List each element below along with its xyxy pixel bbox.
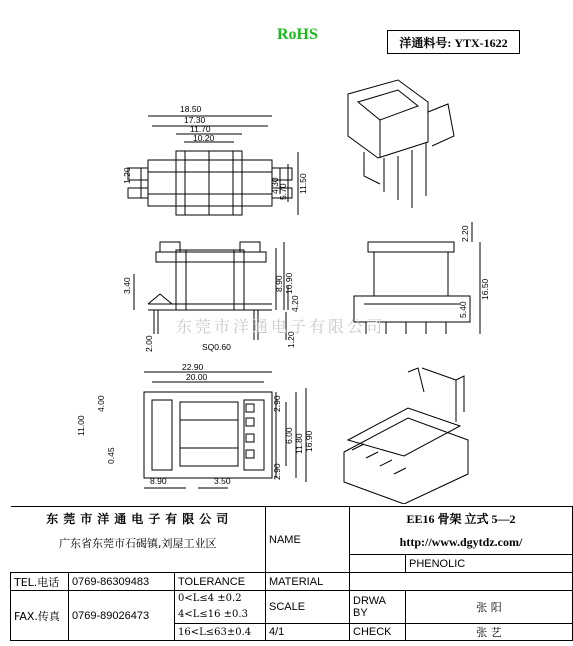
- dim-J: 10.90: [284, 272, 294, 294]
- scale-value: 4/1: [266, 624, 350, 641]
- dim-side-pin: 5.40: [458, 301, 468, 318]
- isometric-bottom-sketch: [344, 368, 468, 504]
- bottom-view-dims: [76, 362, 314, 486]
- dim-Y: 8.90: [150, 476, 167, 486]
- tel-label: TEL.电话: [11, 573, 69, 591]
- fax-label: FAX.传真: [11, 591, 69, 641]
- website: http://www.dgytdz.com/: [350, 531, 573, 555]
- company-address: 广东省东莞市石碣镇,刘屋工业区: [59, 536, 217, 550]
- tolerance-values: [175, 591, 266, 624]
- dim-L: 4.20: [290, 295, 300, 312]
- rohs-label: RoHS: [277, 26, 318, 43]
- check-label: CHECK: [350, 624, 406, 641]
- dim-K: 3.40: [122, 277, 132, 294]
- drawn-by-label: DRWA BY: [350, 591, 406, 624]
- dim-G: 5.70: [278, 183, 288, 200]
- name-label: NAME: [266, 507, 350, 573]
- dim-N: 2.00: [144, 335, 154, 352]
- dim-R: 4.00: [96, 395, 106, 412]
- dim-F: 4.30: [270, 177, 280, 194]
- front-top-dims: [122, 104, 308, 200]
- dim-W: 11.80: [294, 433, 304, 454]
- scale-label: SCALE: [266, 591, 350, 624]
- dim-T: 0.45: [106, 447, 116, 464]
- material-value: PHENOLIC: [406, 555, 573, 573]
- dim-SQ: SQ0.60: [202, 342, 231, 352]
- dim-E: 1.20: [122, 167, 132, 184]
- part-number-box: 洋通料号: YTX-1622: [387, 30, 520, 54]
- dim-A: 18.50: [180, 104, 202, 114]
- dim-H: 11.50: [298, 173, 308, 194]
- dim-B: 17.30: [184, 115, 206, 125]
- side-view-dims: [458, 225, 490, 318]
- dim-P: 22.90: [182, 362, 204, 372]
- dim-Z: 3.50: [214, 476, 231, 486]
- drawn-by-value: 张 阳: [406, 591, 573, 624]
- dim-V: 6.00: [284, 427, 294, 444]
- dim-U: 2.90: [272, 395, 282, 412]
- front-elevation-dims: [122, 272, 300, 352]
- dim-S: 11.00: [76, 415, 86, 436]
- tel-value: 0769-86309483: [69, 573, 175, 591]
- company-name: 东 莞 市 洋 通 电 子 有 限 公 司: [11, 507, 266, 531]
- technical-drawing: [68, 72, 502, 504]
- dim-X: 16.90: [304, 430, 314, 452]
- dim-U2: 2.90: [272, 463, 282, 480]
- tolerance-row-1: 0<L≤4 ±0.2: [178, 593, 242, 604]
- product-name: EE16 骨架 立式 5—2: [350, 507, 573, 531]
- dim-M: 1.20: [286, 331, 296, 348]
- tolerance-label: TOLERANCE: [175, 573, 266, 591]
- dim-D: 10.20: [193, 133, 215, 143]
- dim-C: 11.70: [190, 124, 211, 134]
- dim-side-h: 16.50: [480, 278, 490, 300]
- front-top-view: [128, 116, 298, 215]
- isometric-top-sketch: [348, 80, 454, 208]
- checked-by-value: 张 艺: [406, 624, 573, 641]
- tolerance-row-2: 4<L≤16 ±0.3: [178, 609, 248, 620]
- tolerance-row-3: 16<L≤63±0.4: [175, 624, 266, 641]
- watermark: 东莞市洋通电子有限公司: [176, 317, 386, 336]
- title-block: [10, 506, 573, 641]
- fax-value: 0769-89026473: [69, 591, 175, 641]
- material-label: MATERIAL: [266, 573, 350, 591]
- dim-I: 8.90: [274, 275, 284, 292]
- dim-side-top: 2.20: [460, 225, 470, 242]
- dim-Q: 20.00: [186, 372, 208, 382]
